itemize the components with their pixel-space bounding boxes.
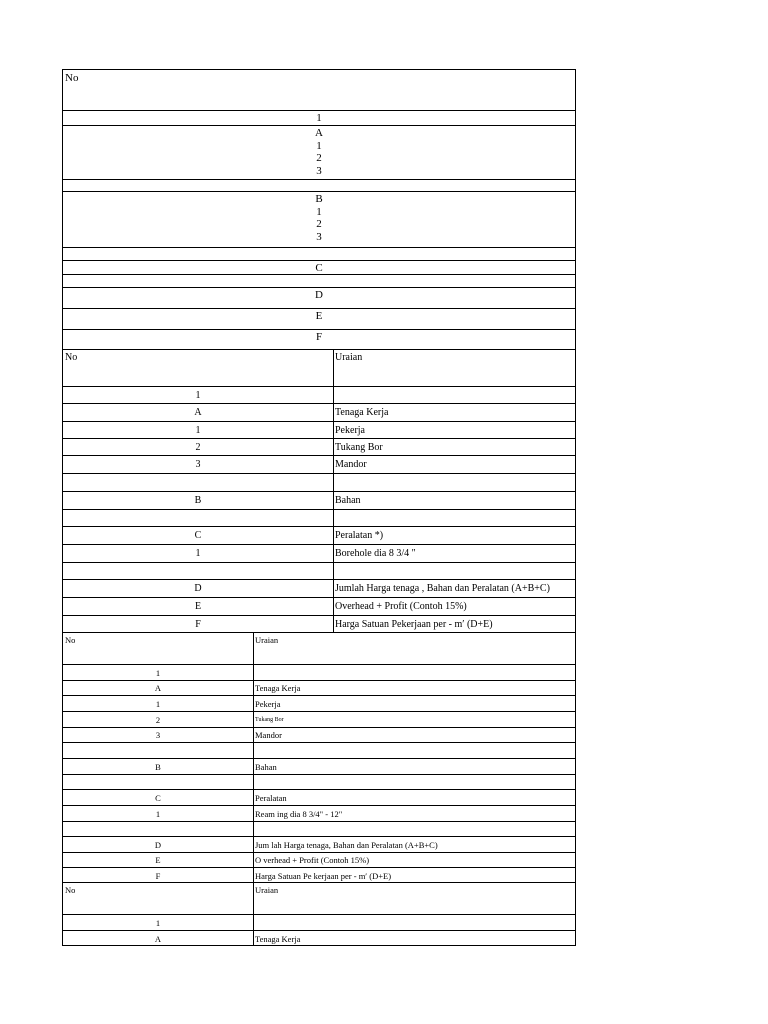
row-uraian: Tukang Bor [255,717,284,723]
row-uraian: Pekerja [335,425,365,436]
row-uraian [253,822,577,836]
row-no: 1 [195,390,201,401]
table-row [63,509,575,526]
table-row [63,615,575,633]
table-row [63,179,575,191]
table-row [63,774,575,789]
row-no: E [155,855,161,865]
row-no: A [194,407,202,418]
row-no-cell [63,309,575,329]
row-no [63,743,253,758]
row-no-line: 2 [316,152,322,164]
table-row [63,544,575,562]
row-no: C [155,793,161,803]
table-row [63,455,575,473]
table-row [63,867,575,883]
row-no: F [155,871,161,881]
row-uraian: Harga Satuan Pekerjaan per - m′ (D+E) [335,619,493,630]
row-uraian: Peralatan *) [335,530,384,541]
table-row [63,805,575,821]
row-no-cell [63,111,575,125]
table-row [63,403,575,421]
row-no-line: 2 [316,218,322,230]
row-uraian [253,775,577,789]
table-row [63,247,575,260]
row-no-line: 1 [316,205,322,218]
table-row [63,274,575,287]
row-uraian: Jum lah Harga tenaga, Bahan dan Peralatan (A+B+C) [255,840,438,850]
row-no: 2 [195,442,201,453]
row-no [63,563,333,579]
row-no: A [154,934,162,944]
row-uraian: Ream ing dia 8 3/4" - 12" [255,809,343,819]
row-uraian [253,665,577,680]
row-no: 3 [195,459,201,470]
header-no: No [65,352,78,363]
table-row [63,287,575,308]
table-row [63,727,575,742]
table-row [63,597,575,615]
row-uraian: Mandor [335,459,367,470]
row-uraian: Tukang Bor [335,442,383,453]
row-uraian: Jumlah Harga tenaga , Bahan dan Peralatan (A+B+C) [335,583,550,594]
table-2 [62,349,576,633]
row-no: 3 [155,730,161,740]
table-row [63,526,575,544]
row-no: 2 [155,715,161,725]
row-no: F [195,619,201,630]
row-no: 1 [155,668,161,678]
row-no [63,474,333,491]
row-no: 1 [155,699,161,709]
row-no-cell [63,180,575,191]
row-no: 1 [195,548,201,559]
table-row [63,695,575,711]
table-row [63,308,575,329]
row-uraian: O verhead + Profit (Contoh 15%) [255,855,370,865]
row-no: 1 [195,425,201,436]
row-no-cell [63,261,575,274]
row-uraian: Borehole dia 8 3/4 " [335,548,416,559]
row-no-line: D [315,289,323,301]
table-row [63,836,575,852]
table-row [63,711,575,727]
table-row [63,473,575,491]
table-1 [62,69,576,350]
row-no [63,510,333,526]
row-no [63,822,253,836]
row-uraian [333,387,577,403]
row-no-line: 1 [316,112,322,124]
table-row [63,191,575,247]
row-no-line: E [315,310,323,322]
row-uraian: Peralatan [255,793,287,803]
row-uraian [253,743,577,758]
table-row [63,562,575,579]
row-no-cell [63,330,575,350]
row-no-cell [63,288,575,308]
row-uraian [253,915,577,930]
row-no: D [154,840,162,850]
row-no-cell [63,248,575,260]
row-uraian [333,510,577,526]
row-uraian: Bahan [335,495,361,506]
row-uraian: Harga Satuan Pe kerjaan per - m′ (D+E) [255,871,392,881]
row-no: 1 [155,918,161,928]
table-row [63,852,575,867]
header-no: No [65,635,76,645]
row-no: E [194,601,202,612]
table-row [63,421,575,438]
row-no-cell [63,275,575,287]
row-uraian: Tenaga Kerja [255,683,301,693]
row-uraian [333,474,577,491]
row-no-line: B [315,193,323,205]
row-uraian: Overhead + Profit (Contoh 15%) [335,601,467,612]
table-row [63,260,575,274]
row-no: 1 [155,809,161,819]
header-no: No [65,72,79,84]
row-no-line: 1 [316,139,322,152]
row-no-line: 3 [316,164,322,177]
row-no [63,775,253,789]
table-row [63,664,575,680]
table-row [63,914,575,930]
table-row [63,125,575,179]
row-uraian: Bahan [255,762,277,772]
table-row [63,680,575,695]
header-no: No [65,885,76,895]
row-uraian: Tenaga Kerja [255,934,301,944]
row-uraian [333,563,577,579]
row-no-line: 3 [316,230,322,243]
table-row [63,386,575,403]
row-uraian: Pekerja [255,699,281,709]
row-no: A [154,683,162,693]
row-no: D [194,583,202,594]
row-no: B [194,495,202,506]
row-no-cell [63,192,575,247]
row-no-cell [63,126,575,179]
row-no-line: F [315,331,323,343]
row-uraian: Mandor [255,730,282,740]
row-no: B [155,762,161,772]
row-no-line: A [315,127,323,139]
table-3 [62,632,576,883]
table-row [63,579,575,597]
row-uraian: Tenaga Kerja [335,407,389,418]
table-row [63,789,575,805]
header-uraian: Uraian [255,635,279,645]
table-row [63,329,575,350]
table-row [63,491,575,509]
table-row [63,742,575,758]
row-no-line: C [315,262,323,274]
row-no: C [194,530,202,541]
header-uraian: Uraian [255,885,279,895]
header-uraian: Uraian [335,352,363,363]
table-row [63,758,575,774]
table-row [63,821,575,836]
table-4 [62,882,576,946]
table-row [63,438,575,455]
table-row [63,930,575,946]
table-row [63,110,575,125]
